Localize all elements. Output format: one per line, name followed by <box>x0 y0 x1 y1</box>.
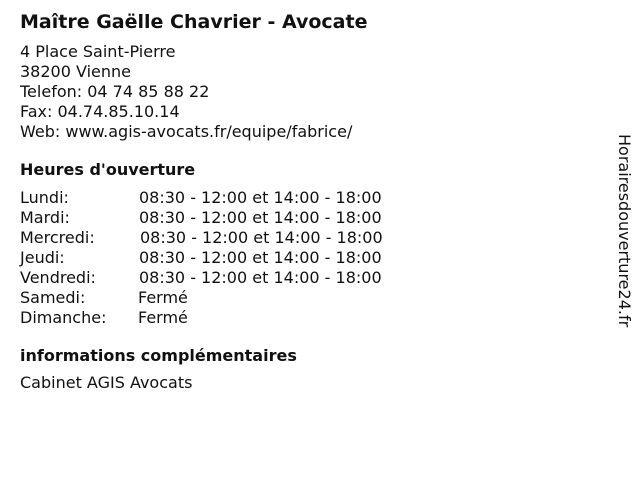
day-hours: 08:30 - 12:00 et 14:00 - 18:00 <box>139 248 382 267</box>
hours-row-wednesday <box>20 228 600 248</box>
day-label: Dimanche: <box>20 308 107 327</box>
day-hours: 08:30 - 12:00 et 14:00 - 18:00 <box>140 228 383 247</box>
day-hours: 08:30 - 12:00 et 14:00 - 18:00 <box>139 208 382 227</box>
address-block <box>20 42 600 142</box>
hours-row-sunday <box>20 308 600 328</box>
opening-hours-table <box>20 188 600 328</box>
brand-watermark <box>614 134 634 370</box>
day-hours: 08:30 - 12:00 et 14:00 - 18:00 <box>139 268 382 287</box>
hours-row-tuesday <box>20 208 600 228</box>
day-hours: 08:30 - 12:00 et 14:00 - 18:00 <box>139 188 382 207</box>
website-line: Web: www.agis-avocats.fr/equipe/fabrice/ <box>20 122 353 141</box>
hours-heading: Heures d'ouverture <box>20 160 196 179</box>
day-label: Samedi: <box>20 288 86 307</box>
listing-card <box>20 9 600 393</box>
hours-row-monday <box>20 188 600 208</box>
page-title: Maître Gaëlle Chavrier - Avocate <box>20 11 368 33</box>
day-label: Mercredi: <box>20 228 95 247</box>
info-heading: informations complémentaires <box>20 346 297 365</box>
day-hours: Fermé <box>138 288 188 307</box>
day-label: Vendredi: <box>20 268 96 287</box>
address-city: 38200 Vienne <box>20 62 131 81</box>
fax-number: Fax: 04.74.85.10.14 <box>20 102 180 121</box>
day-label: Mardi: <box>20 208 70 227</box>
address-street: 4 Place Saint-Pierre <box>20 42 176 61</box>
hours-row-thursday <box>20 248 600 268</box>
brand-text: Horairesdouverture24.fr <box>615 134 634 328</box>
hours-row-saturday <box>20 288 600 308</box>
day-label: Jeudi: <box>20 248 65 267</box>
phone-number: Telefon: 04 74 85 88 22 <box>20 82 210 101</box>
hours-row-friday <box>20 268 600 288</box>
info-text: Cabinet AGIS Avocats <box>20 373 193 392</box>
day-hours: Fermé <box>138 308 188 327</box>
day-label: Lundi: <box>20 188 69 207</box>
